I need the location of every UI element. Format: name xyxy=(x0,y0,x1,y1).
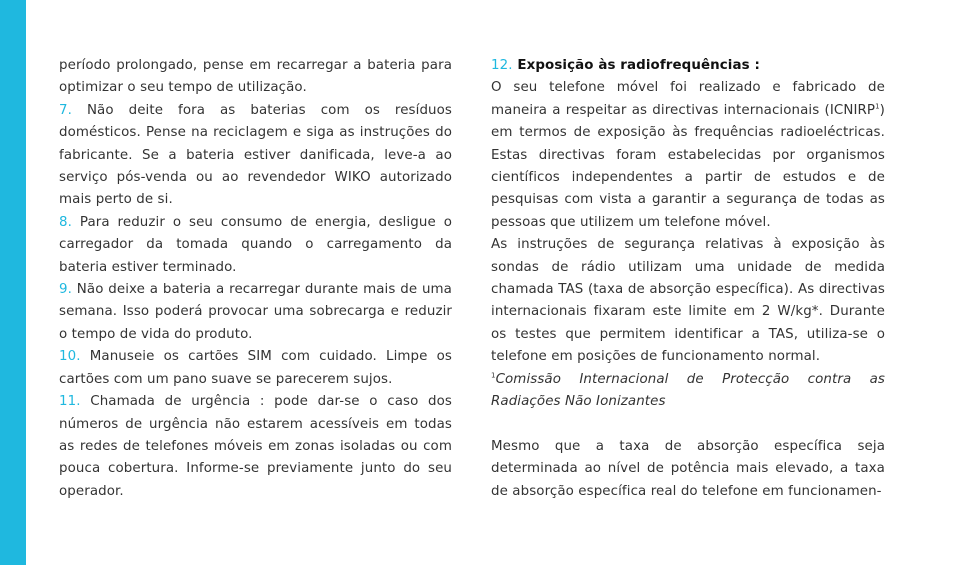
item-9 xyxy=(59,279,452,346)
footnote-ref: 1 xyxy=(875,102,880,111)
item-number: 7. xyxy=(59,102,72,118)
side-accent-bar xyxy=(0,0,26,565)
item-8 xyxy=(59,212,452,279)
paragraph-gap xyxy=(491,414,885,436)
item-11 xyxy=(59,391,452,503)
item-number: 9. xyxy=(59,282,72,298)
footnote xyxy=(491,369,885,414)
item-text: Chamada de urgência : pode dar-se o caso dos números de urgência não estarem acessíveis em todas as redes de telefones móveis em zonas isoladas ou com pouca cobertura. Informe-se previamente junto do seu operador. xyxy=(59,394,452,499)
absorption-paragraph: Mesmo que a taxa de absorção específica seja determinada ao nível de potência mais elevado, a taxa de absorção específica real do telefone em funcionamen- xyxy=(491,438,885,499)
item-number: 8. xyxy=(59,214,72,230)
para-text: O seu telefone móvel foi realizado e fabricado de maneira a respeitar as directivas internacionais (ICNIRP xyxy=(491,80,885,118)
heading-number: 12. xyxy=(491,58,513,73)
item-number: 11. xyxy=(59,394,81,410)
section-heading xyxy=(491,55,885,77)
item-text: Manuseie os cartões SIM com cuidado. Limpe os cartões com um pano suave se parecerem sujos. xyxy=(59,349,452,387)
item-text: Não deite fora as baterias com os resíduos domésticos. Pense na reciclagem e siga as instruções do fabricante. Se a bateria estiver danificada, leve-a ao serviço pós-venda ou ao revendedor WIKO autorizado mais perto de si. xyxy=(59,102,452,208)
right-column xyxy=(491,55,885,503)
item-number: 10. xyxy=(59,349,81,365)
item-text: Não deixe a bateria a recarregar durante mais de uma semana. Isso poderá provocar uma sobrecarga e reduzir o tempo de vida do produto. xyxy=(59,282,452,342)
footnote-marker: 1 xyxy=(491,371,496,380)
footnote-text: Comissão Internacional de Protecção contra as Radiações Não Ionizantes xyxy=(491,371,885,410)
tas-paragraph: As instruções de segurança relativas à exposição às sondas de rádio utilizam uma unidade de medida chamada TAS (taxa de absorção específica). As directivas internacionais fixaram este limite em 2 W/kg*. Durante os testes que permitem identificar a TAS, utiliza-se o telefone em posições de funcionamento normal. xyxy=(491,237,885,365)
left-column xyxy=(59,55,452,503)
item-text: Para reduzir o seu consumo de energia, desligue o carregador da tomada quando o carregamento da bateria estiver terminado. xyxy=(59,214,452,275)
para-text: ) em termos de exposição às frequências radioeléctricas. Estas directivas foram estabelecidas por organismos científicos independentes a partir de estudos e de pesquisas com vista a garantir a segurança de todas as pessoas que utilizem um telefone móvel. xyxy=(491,102,885,230)
item-10 xyxy=(59,346,452,391)
intro-paragraph: período prolongado, pense em recarregar a bateria para optimizar o seu tempo de utilização. xyxy=(59,58,452,96)
item-7 xyxy=(59,100,452,212)
heading-title: Exposição às radiofrequências : xyxy=(512,58,760,73)
exposure-paragraph xyxy=(491,77,885,234)
